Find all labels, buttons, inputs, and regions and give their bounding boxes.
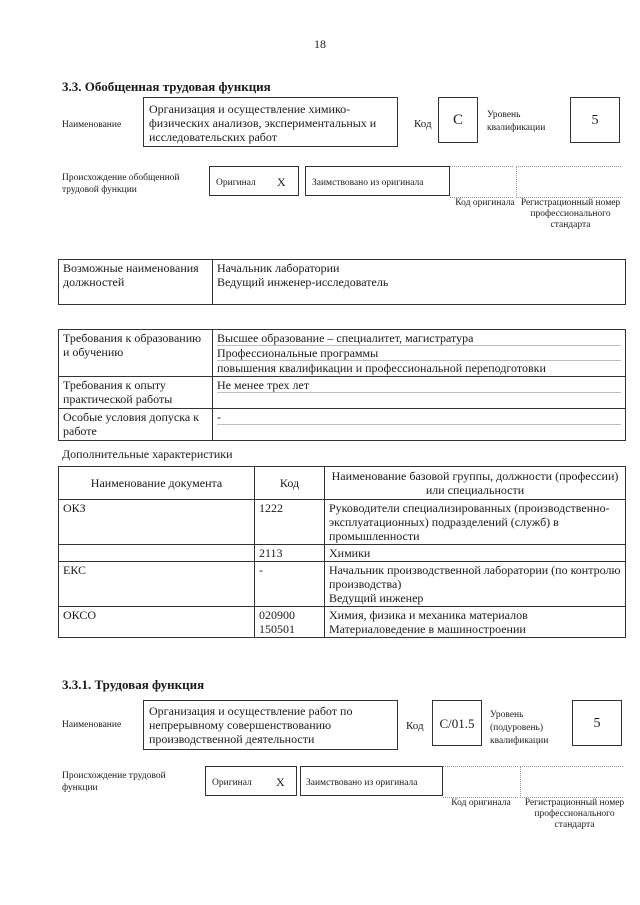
requirement-line: повышения квалификации и профессиональной переподготовки xyxy=(217,361,546,375)
section-heading-tf: 3.3.1. Трудовая функция xyxy=(62,677,205,692)
tf-name-box xyxy=(143,700,398,750)
position-item: Ведущий инженер-исследователь xyxy=(217,275,389,289)
gtf-name-box xyxy=(143,97,398,147)
tf-original-cell xyxy=(205,766,297,796)
gtf-borrowed-cell xyxy=(305,166,450,196)
requirement-row xyxy=(59,330,626,377)
table-row xyxy=(59,545,626,562)
tf-level-box xyxy=(572,700,622,746)
tf-code-box xyxy=(432,700,482,746)
gtf-reg-number-label: Регистрационный номер профессионального стандарта xyxy=(520,198,621,230)
gtf-level-value: 5 xyxy=(591,113,599,128)
gtf-code-label: Код xyxy=(414,118,432,130)
tf-name-label: Наименование xyxy=(62,720,122,730)
page-number: 18 xyxy=(314,37,326,51)
requirement-label: Особые условия допуска к работе xyxy=(59,409,213,441)
requirement-line: - xyxy=(217,410,621,425)
gtf-orig-code-cell xyxy=(450,166,513,198)
gtf-orig-code-label: Код оригинала xyxy=(455,198,515,208)
row-name: Начальник производственной лаборатории (по контролю производства) Ведущий инженер xyxy=(325,562,626,607)
row-code: 1222 xyxy=(255,500,325,545)
gtf-reg-number-cell xyxy=(516,166,621,198)
row-doc: ЕКС xyxy=(59,562,255,607)
gtf-original-cell xyxy=(209,166,299,196)
tf-reg-number-cell xyxy=(520,766,623,798)
row-name: Руководители специализированных (производственно-эксплуатационных) подразделений (служб) в промышленности xyxy=(325,500,626,545)
tf-reg-number-label: Регистрационный номер профессионального стандарта xyxy=(524,798,625,830)
positions-values xyxy=(213,260,626,305)
tf-level-value: 5 xyxy=(593,716,601,731)
section-heading-gtf: 3.3. Обобщенная трудовая функция xyxy=(62,79,271,94)
requirements-table xyxy=(58,329,626,441)
row-name: Химики xyxy=(325,545,626,562)
position-item: Начальник лаборатории xyxy=(217,261,340,275)
gtf-name-value: Организация и осуществление химико-физических анализов, экспериментальных и исследовательских работ xyxy=(149,102,377,144)
row-doc xyxy=(59,545,255,562)
requirement-row xyxy=(59,377,626,409)
gtf-level-box xyxy=(570,97,620,143)
header-doc: Наименование документа xyxy=(59,467,255,500)
row-code: 2113 xyxy=(255,545,325,562)
gtf-original-mark: X xyxy=(277,175,286,189)
table-row xyxy=(59,607,626,638)
header-code: Код xyxy=(255,467,325,500)
additional-heading: Дополнительные характеристики xyxy=(62,447,233,461)
gtf-level-label: Уровень квалификации xyxy=(487,110,546,133)
gtf-borrowed-label: Заимствовано из оригинала xyxy=(312,178,424,188)
table-row xyxy=(59,500,626,545)
tf-original-mark: X xyxy=(276,775,285,789)
tf-orig-code-label: Код оригинала xyxy=(451,798,511,808)
tf-borrowed-label: Заимствовано из оригинала xyxy=(306,778,418,788)
positions-table xyxy=(58,259,626,305)
gtf-code-box xyxy=(438,97,478,143)
positions-label: Возможные наименования должностей xyxy=(59,260,213,305)
requirement-row xyxy=(59,409,626,441)
row-doc: ОКСО xyxy=(59,607,255,638)
requirement-line: Не менее трех лет xyxy=(217,378,621,393)
gtf-code-value: C xyxy=(452,112,463,128)
gtf-origin-label: Происхождение обобщенной трудовой функции xyxy=(62,173,180,195)
tf-orig-code-cell xyxy=(443,766,518,798)
requirement-line: Высшее образование – специалитет, магистратура xyxy=(217,331,621,346)
row-doc: ОКЗ xyxy=(59,500,255,545)
table-row xyxy=(59,562,626,607)
tf-name-value: Организация и осуществление работ по непрерывному совершенствованию производственной деятельности xyxy=(149,704,353,746)
requirement-line: Профессиональные программы xyxy=(217,346,621,361)
tf-level-label: Уровень (подуровень) квалификации xyxy=(490,710,549,746)
additional-table xyxy=(58,466,626,638)
header-name: Наименование базовой группы, должности (профессии) или специальности xyxy=(325,467,626,500)
requirement-label: Требования к образованию и обучению xyxy=(59,330,213,377)
requirement-label: Требования к опыту практической работы xyxy=(59,377,213,409)
tf-original-label: Оригинал xyxy=(212,778,252,788)
tf-origin-label: Происхождение трудовой функции xyxy=(62,771,166,793)
additional-header-row xyxy=(59,467,626,500)
gtf-name-label: Наименование xyxy=(62,120,122,130)
gtf-original-label: Оригинал xyxy=(216,178,256,188)
row-name: Химия, физика и механика материалов Материаловедение в машиностроении xyxy=(325,607,626,638)
row-code: 020900 150501 xyxy=(255,607,325,638)
tf-borrowed-cell xyxy=(300,766,443,796)
tf-code-label: Код xyxy=(406,720,424,732)
tf-code-value: C/01.5 xyxy=(439,716,475,731)
row-code: - xyxy=(255,562,325,607)
